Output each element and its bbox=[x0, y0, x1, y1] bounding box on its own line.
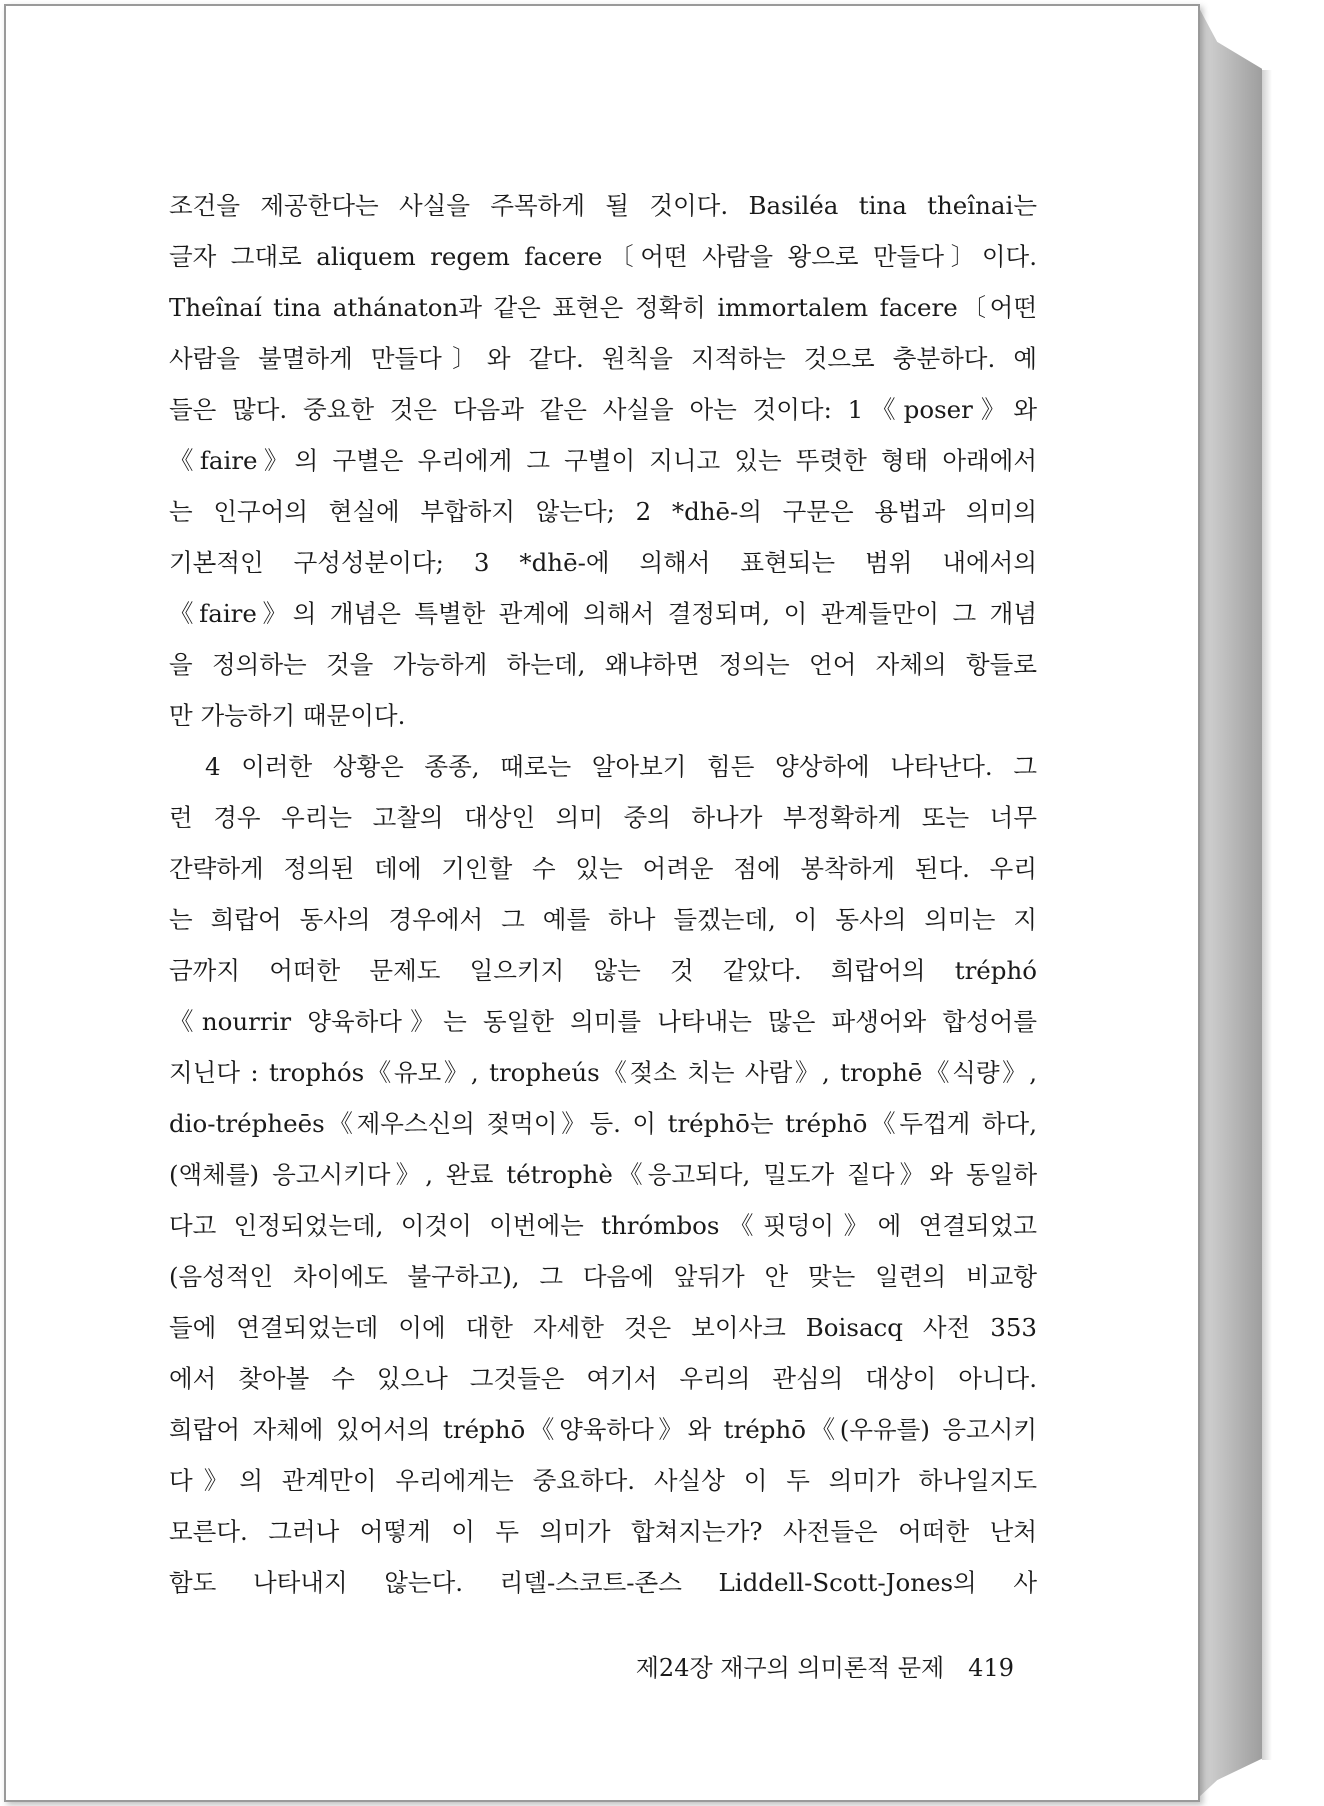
book-edge-shadow bbox=[1262, 70, 1272, 1760]
text-line: 들은 많다. 중요한 것은 다음과 같은 사실을 아는 것이다: 1《poser》와 bbox=[169, 395, 1037, 424]
text-line: 을 정의하는 것을 가능하게 하는데, 왜냐하면 정의는 언어 자체의 항들로 bbox=[169, 650, 1037, 679]
text-line: 《faire》의 구별은 우리에게 그 구별이 지니고 있는 뚜렷한 형태 아래에서 bbox=[169, 446, 1037, 475]
text-line: 《faire》의 개념은 특별한 관계에 의해서 결정되며, 이 관계들만이 그 개념 bbox=[169, 599, 1037, 628]
text-line: 다》의 관계만이 우리에게는 중요하다. 사실상 이 두 의미가 하나일지도 bbox=[169, 1466, 1037, 1495]
text-line: 는 희랍어 동사의 경우에서 그 예를 하나 들겠는데, 이 동사의 의미는 지 bbox=[169, 905, 1037, 934]
text-line: 조건을 제공한다는 사실을 주목하게 될 것이다. Basiléa tina theînai는 bbox=[169, 191, 1037, 220]
text-line: 기본적인 구성성분이다; 3 *dhē-에 의해서 표현되는 범위 내에서의 bbox=[169, 548, 1037, 577]
text-line-paragraph-start: 4 이러한 상황은 종종, 때로는 알아보기 힘든 양상하에 나타난다. 그 bbox=[205, 752, 1037, 781]
text-line: 지닌다 : trophós《유모》, tropheús《젖소 치는 사람》, trophē《식량》, bbox=[169, 1058, 1037, 1087]
text-line: 글자 그대로 aliquem regem facere〔어떤 사람을 왕으로 만들다〕이다. bbox=[169, 242, 1037, 271]
text-line: 에서 찾아볼 수 있으나 그것들은 여기서 우리의 관심의 대상이 아니다. bbox=[169, 1364, 1037, 1393]
book-page bbox=[4, 4, 1200, 1802]
text-line: 사람을 불멸하게 만들다〕와 같다. 원칙을 지적하는 것으로 충분하다. 예 bbox=[169, 344, 1037, 373]
page-body-text bbox=[169, 180, 1037, 1608]
text-line: 간략하게 정의된 데에 기인할 수 있는 어려운 점에 봉착하게 된다. 우리 bbox=[169, 854, 1037, 883]
text-line: 는 인구어의 현실에 부합하지 않는다; 2 *dhē-의 구문은 용법과 의미의 bbox=[169, 497, 1037, 526]
page-footer-running-head: 제24장 재구의 의미론적 문제 419 bbox=[635, 1654, 1014, 1682]
text-line-paragraph-end: 만 가능하기 때문이다. bbox=[169, 701, 406, 730]
text-line: (음성적인 차이에도 불구하고), 그 다음에 앞뒤가 안 맞는 일련의 비교항 bbox=[169, 1262, 1037, 1291]
text-line: 들에 연결되었는데 이에 대한 자세한 것은 보이사크 Boisacq 사전 353 bbox=[169, 1313, 1037, 1342]
text-line: 금까지 어떠한 문제도 일으키지 않는 것 같았다. 희랍어의 tréphó bbox=[169, 956, 1037, 985]
text-line: dio-trépheēs《제우스신의 젖먹이》등. 이 tréphō는 tréphō《두껍게 하다, bbox=[169, 1109, 1037, 1138]
text-line: 모른다. 그러나 어떻게 이 두 의미가 합쳐지는가? 사전들은 어떠한 난처 bbox=[169, 1517, 1037, 1546]
book-edge bbox=[1198, 6, 1262, 1798]
text-line: Theînaí tina athánaton과 같은 표현은 정확히 immortalem facere〔어떤 bbox=[169, 293, 1037, 322]
text-line: 희랍어 자체에 있어서의 tréphō《양육하다》와 tréphō《(우유를) 응고시키 bbox=[169, 1415, 1037, 1444]
text-line: 다고 인정되었는데, 이것이 이번에는 thrómbos《핏덩이》에 연결되었고 bbox=[169, 1211, 1037, 1240]
text-line: 《nourrir 양육하다》는 동일한 의미를 나타내는 많은 파생어와 합성어를 bbox=[169, 1007, 1037, 1036]
text-line: 함도 나타내지 않는다. 리델-스코트-존스 Liddell-Scott-Jones의 사 bbox=[169, 1568, 1037, 1597]
text-line: (액체를) 응고시키다》, 완료 tétrophè《응고되다, 밀도가 짙다》와 동일하 bbox=[169, 1160, 1037, 1189]
text-line: 런 경우 우리는 고찰의 대상인 의미 중의 하나가 부정확하게 또는 너무 bbox=[169, 803, 1037, 832]
